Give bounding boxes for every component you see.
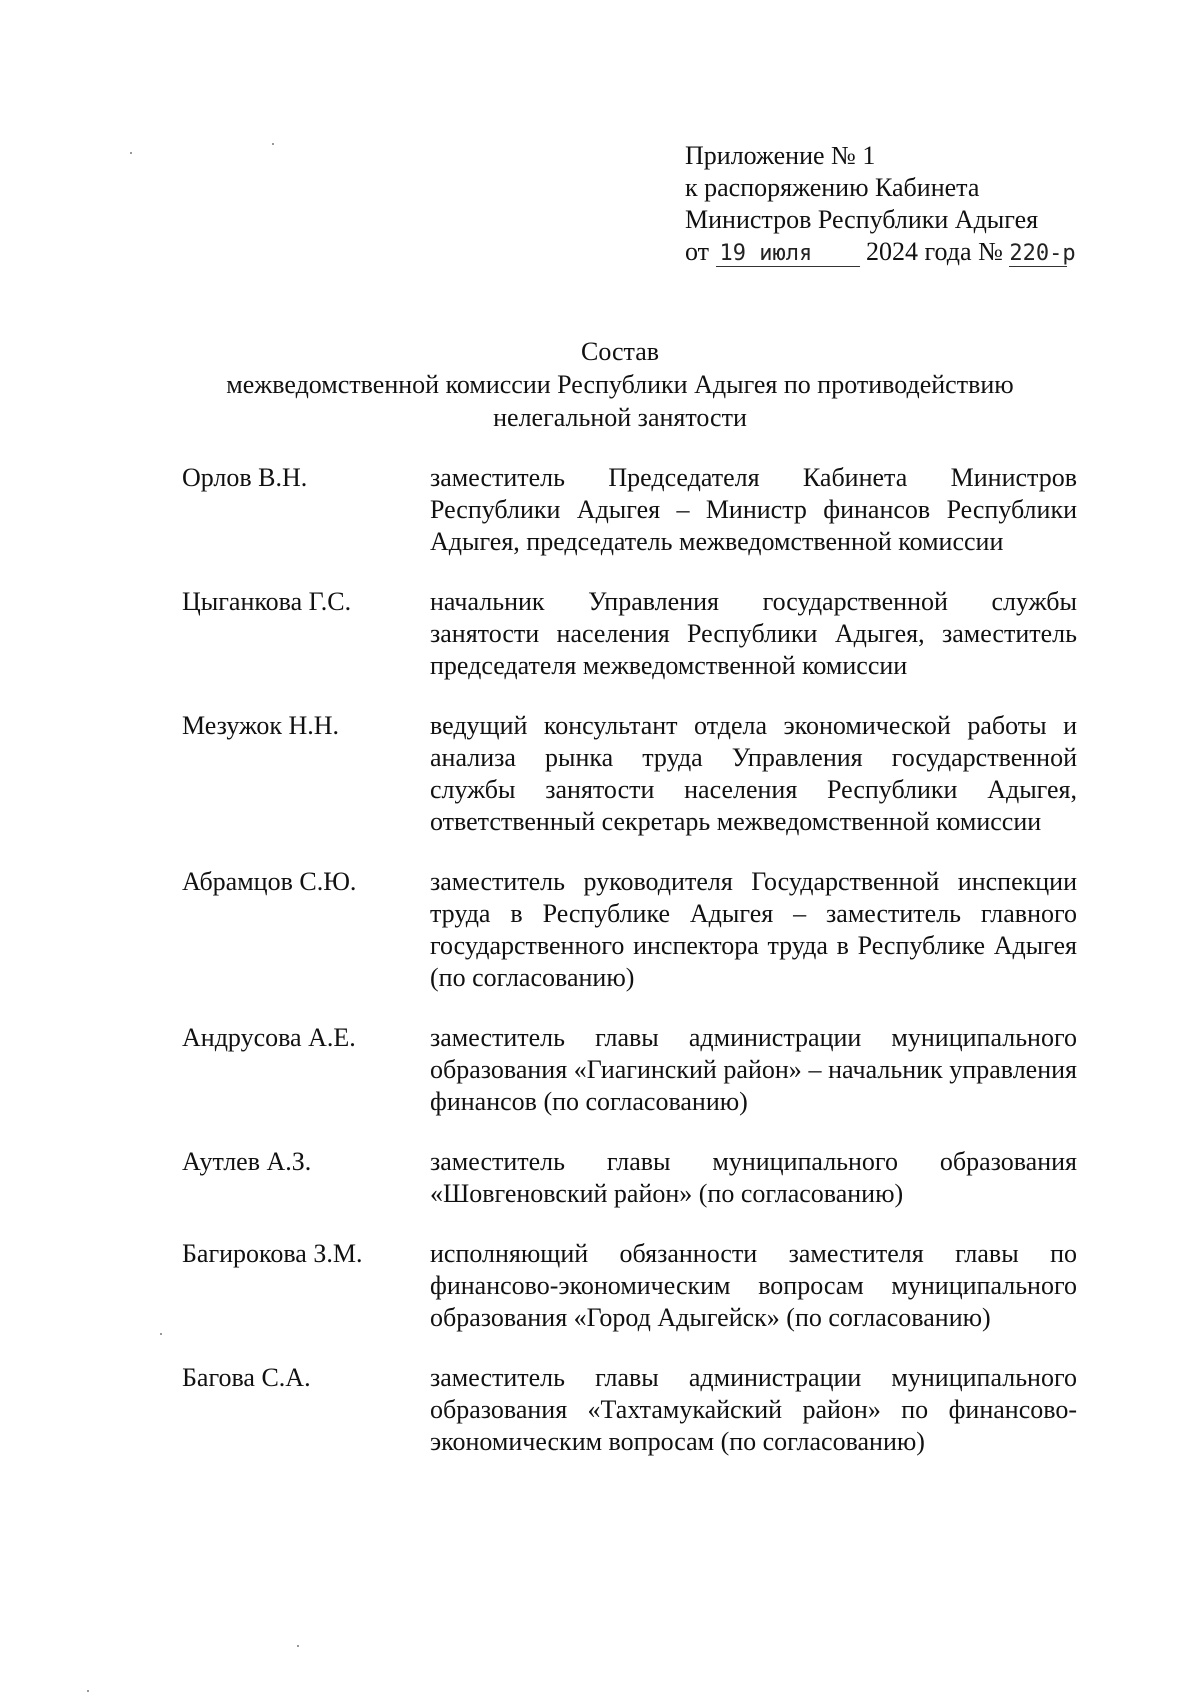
title-line: межведомственной комиссии Республики Адыгея по противодействию — [226, 370, 1014, 399]
scan-speck — [272, 143, 274, 145]
handwritten-number: 220-р — [1009, 241, 1076, 266]
appendix-word: Кабинета — [875, 173, 980, 202]
member-row — [182, 1362, 1077, 1458]
member-name: Абрамцов С.Ю. — [182, 867, 357, 896]
appendix-word: распоряжению — [704, 173, 869, 202]
member-list — [182, 462, 1077, 1486]
appendix-header — [685, 140, 1075, 268]
member-role: исполняющий обязанности заместителя главы по финансово-экономическим вопросам муниципального образования «Город Адыгейск» (по согласованию) — [430, 1239, 1077, 1332]
appendix-order-line — [685, 172, 1075, 204]
number-blank — [1009, 240, 1076, 267]
member-row — [182, 710, 1077, 838]
member-name: Аутлев А.З. — [182, 1147, 312, 1176]
title-line: нелегальной занятости — [493, 403, 747, 432]
member-name: Багова С.А. — [182, 1363, 311, 1392]
appendix-title: Приложение № 1 — [685, 141, 876, 170]
date-blank — [716, 240, 860, 267]
document-title — [120, 335, 1120, 434]
date-year: 2024 года № — [866, 237, 1003, 266]
member-row — [182, 1146, 1077, 1210]
member-name: Орлов В.Н. — [182, 463, 308, 492]
date-prefix: от — [685, 237, 710, 266]
member-row — [182, 1022, 1077, 1118]
member-role: заместитель Председателя Кабинета Министров Республики Адыгея – Министр финансов Республики Адыгея, председатель межведомственной комиссии — [430, 463, 1077, 556]
member-row — [182, 586, 1077, 682]
member-name: Багирокова З.М. — [182, 1239, 363, 1268]
scan-speck — [130, 152, 132, 154]
member-name: Андрусова А.Е. — [182, 1023, 356, 1052]
member-row — [182, 1238, 1077, 1334]
member-name: Цыганкова Г.С. — [182, 587, 352, 616]
scan-speck — [160, 1333, 162, 1335]
member-role: начальник Управления государственной службы занятости населения Республики Адыгея, заместитель председателя межведомственной комиссии — [430, 587, 1077, 680]
member-role: заместитель главы администрации муниципального образования «Гиагинский район» – начальник управления финансов (по согласованию) — [430, 1023, 1077, 1116]
member-role: заместитель руководителя Государственной инспекции труда в Республике Адыгея – заместитель главного государственного инспектора труда в Республике Адыгея (по согласованию) — [430, 867, 1077, 992]
member-row — [182, 866, 1077, 994]
scan-speck — [297, 1645, 299, 1647]
member-name: Мезужок Н.Н. — [182, 711, 340, 740]
member-row — [182, 462, 1077, 558]
scan-speck — [87, 1690, 89, 1692]
member-role: заместитель главы администрации муниципального образования «Тахтамукайский район» по финансово-экономическим вопросам (по согласованию) — [430, 1363, 1077, 1456]
member-role: ведущий консультант отдела экономической работы и анализа рынка труда Управления государственной службы занятости населения Республики Адыгея, ответственный секретарь межведомственной комиссии — [430, 711, 1077, 836]
handwritten-date: 19 июля — [719, 241, 813, 266]
title-line: Состав — [580, 337, 660, 366]
appendix-date-line — [685, 236, 1075, 268]
appendix-cabinet-line: Министров Республики Адыгея — [685, 205, 1039, 234]
appendix-word: к — [685, 173, 698, 202]
member-role: заместитель главы муниципального образования «Шовгеновский район» (по согласованию) — [430, 1147, 1077, 1208]
